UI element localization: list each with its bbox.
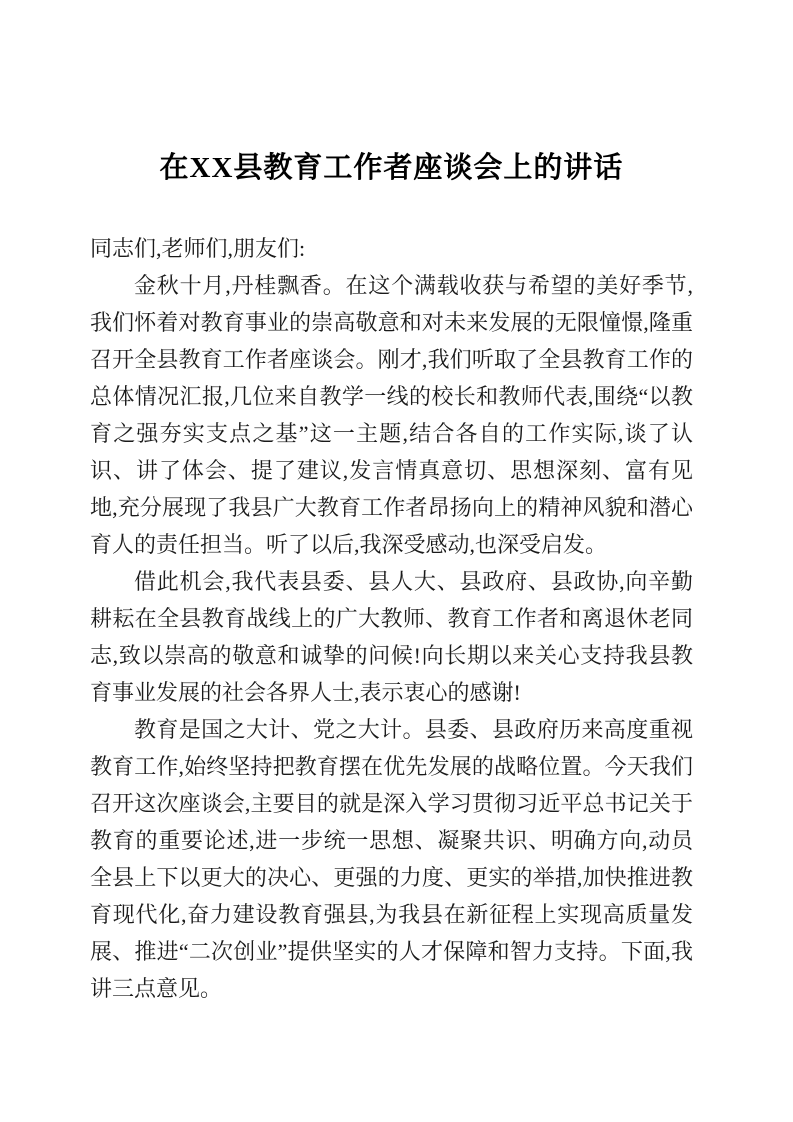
salutation-line: 同志们,老师们,朋友们: (90, 236, 306, 261)
paragraph-thanks: 借此机会,我代表县委、县人大、县政府、县政协,向辛勤耕耘在全县教育战线上的广大教师、教育工作者和离退休老同志,致以崇高的敬意和诚挚的问候!向长期以来关心支持我县教育事业发展的社会各界人士,表示衷心的感谢! (90, 569, 694, 705)
document-body (90, 230, 693, 1007)
paragraph-opening: 金秋十月,丹桂飘香。在这个满载收获与希望的美好季节,我们怀着对教育事业的崇高敬意和对未来发展的无限憧憬,隆重召开全县教育工作者座谈会。刚才,我们听取了全县教育工作的总体情况汇报,几位来自教学一线的校长和教师代表,围绕“以教育之强夯实支点之基”这一主题,结合各自的工作实际,谈了认识、讲了体会、提了建议,发言情真意切、思想深刻、富有见地,充分展现了我县广大教育工作者昂扬向上的精神风貌和潜心育人的责任担当。听了以后,我深受感动,也深受启发。 (90, 273, 693, 557)
document-title: 在XX县教育工作者座谈会上的讲话 (159, 152, 624, 184)
paragraph-purpose: 教育是国之大计、党之大计。县委、县政府历来高度重视教育工作,始终坚持把教育摆在优先发展的战略位置。今天我们召开这次座谈会,主要目的就是深入学习贯彻习近平总书记关于教育的重要论述,进一步统一思想、凝聚共识、明确方向,动员全县上下以更大的决心、更强的力度、更实的举措,加快推进教育现代化,奋力建设教育强县,为我县在新征程上实现高质量发展、推进“二次创业”提供坚实的人才保障和智力支持。下面,我讲三点意见。 (90, 717, 693, 1001)
